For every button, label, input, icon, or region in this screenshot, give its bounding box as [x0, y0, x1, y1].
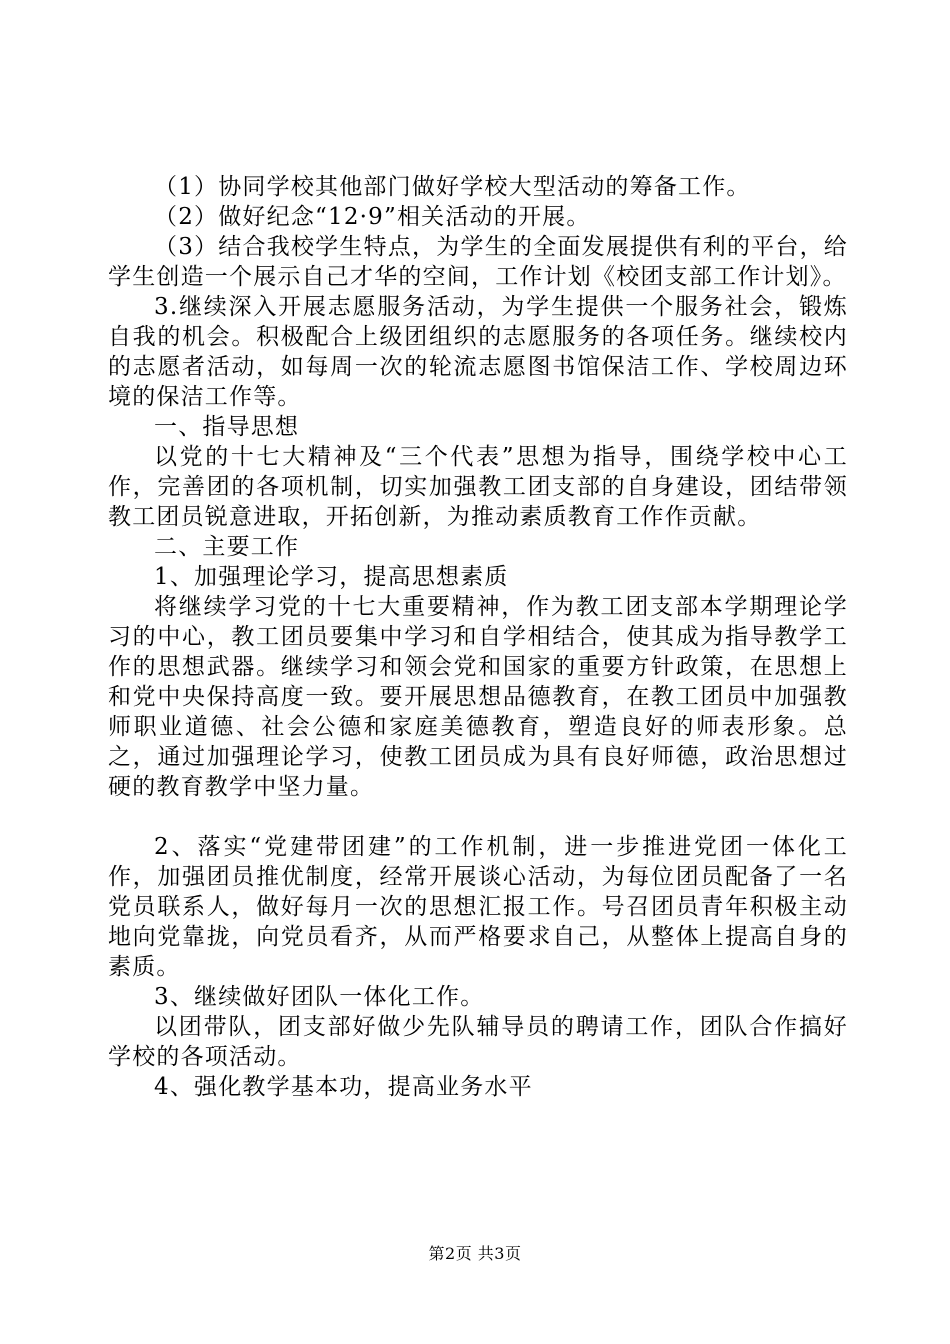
- paragraph-commemoration: （2）做好纪念“12·9”相关活动的开展。: [154, 204, 591, 230]
- heading-theory-study: 1、加强理论学习，提高思想素质: [154, 564, 509, 590]
- paragraph-activity-preparation: （1）协同学校其他部门做好学校大型活动的筹备工作。: [154, 174, 751, 200]
- heading-guiding-ideology: 一、指导思想: [154, 414, 300, 440]
- heading-team-integration: 3、继续做好团队一体化工作。: [154, 984, 485, 1010]
- paragraph-spacer: [108, 802, 848, 832]
- paragraph-team-integration: 以团带队，团支部好做少先队辅导员的聘请工作，团队合作搞好学校的各项活动。: [108, 1014, 848, 1070]
- paragraph-guiding-ideology: 以党的十七大精神及“三个代表”思想为指导，围绕学校中心工作，完善团的各项机制，切实加强教工团支部的自身建设，团结带领教工团员锐意进取，开拓创新，为推动素质教育工作作贡献。: [108, 444, 848, 530]
- document-body: [108, 172, 848, 1102]
- heading-teaching-skills: 4、强化教学基本功，提高业务水平: [154, 1074, 533, 1100]
- page-number-footer: 第2页 共3页: [428, 1244, 522, 1263]
- paragraph-student-platform: （3）结合我校学生特点，为学生的全面发展提供有利的平台，给学生创造一个展示自己才华的空间，工作计划《校团支部工作计划》。: [108, 234, 848, 290]
- paragraph-party-building: 2、落实“党建带团建”的工作机制，进一步推进党团一体化工作，加强团员推优制度，经常开展谈心活动，为每位团员配备了一名党员联系人，做好每月一次的思想汇报工作。号召团员青年积极主动地向党靠拢，向党员看齐，从而严格要求自己，从整体上提高自身的素质。: [108, 834, 848, 980]
- paragraph-volunteer-service: 3.继续深入开展志愿服务活动，为学生提供一个服务社会，锻炼自我的机会。积极配合上级团组织的志愿服务的各项任务。继续校内的志愿者活动，如每周一次的轮流志愿图书馆保洁工作、学校周边环境的保洁工作等。: [108, 294, 848, 410]
- heading-main-work: 二、主要工作: [154, 534, 300, 560]
- paragraph-theory-study: 将继续学习党的十七大重要精神，作为教工团支部本学期理论学习的中心，教工团员要集中学习和自学相结合，使其成为指导教学工作的思想武器。继续学习和领会党和国家的重要方针政策，在思想上和党中央保持高度一致。要开展思想品德教育，在教工团员中加强教师职业道德、社会公德和家庭美德教育，塑造良好的师表形象。总之，通过加强理论学习，使教工团员成为具有良好师德，政治思想过硬的教育教学中坚力量。: [108, 594, 848, 800]
